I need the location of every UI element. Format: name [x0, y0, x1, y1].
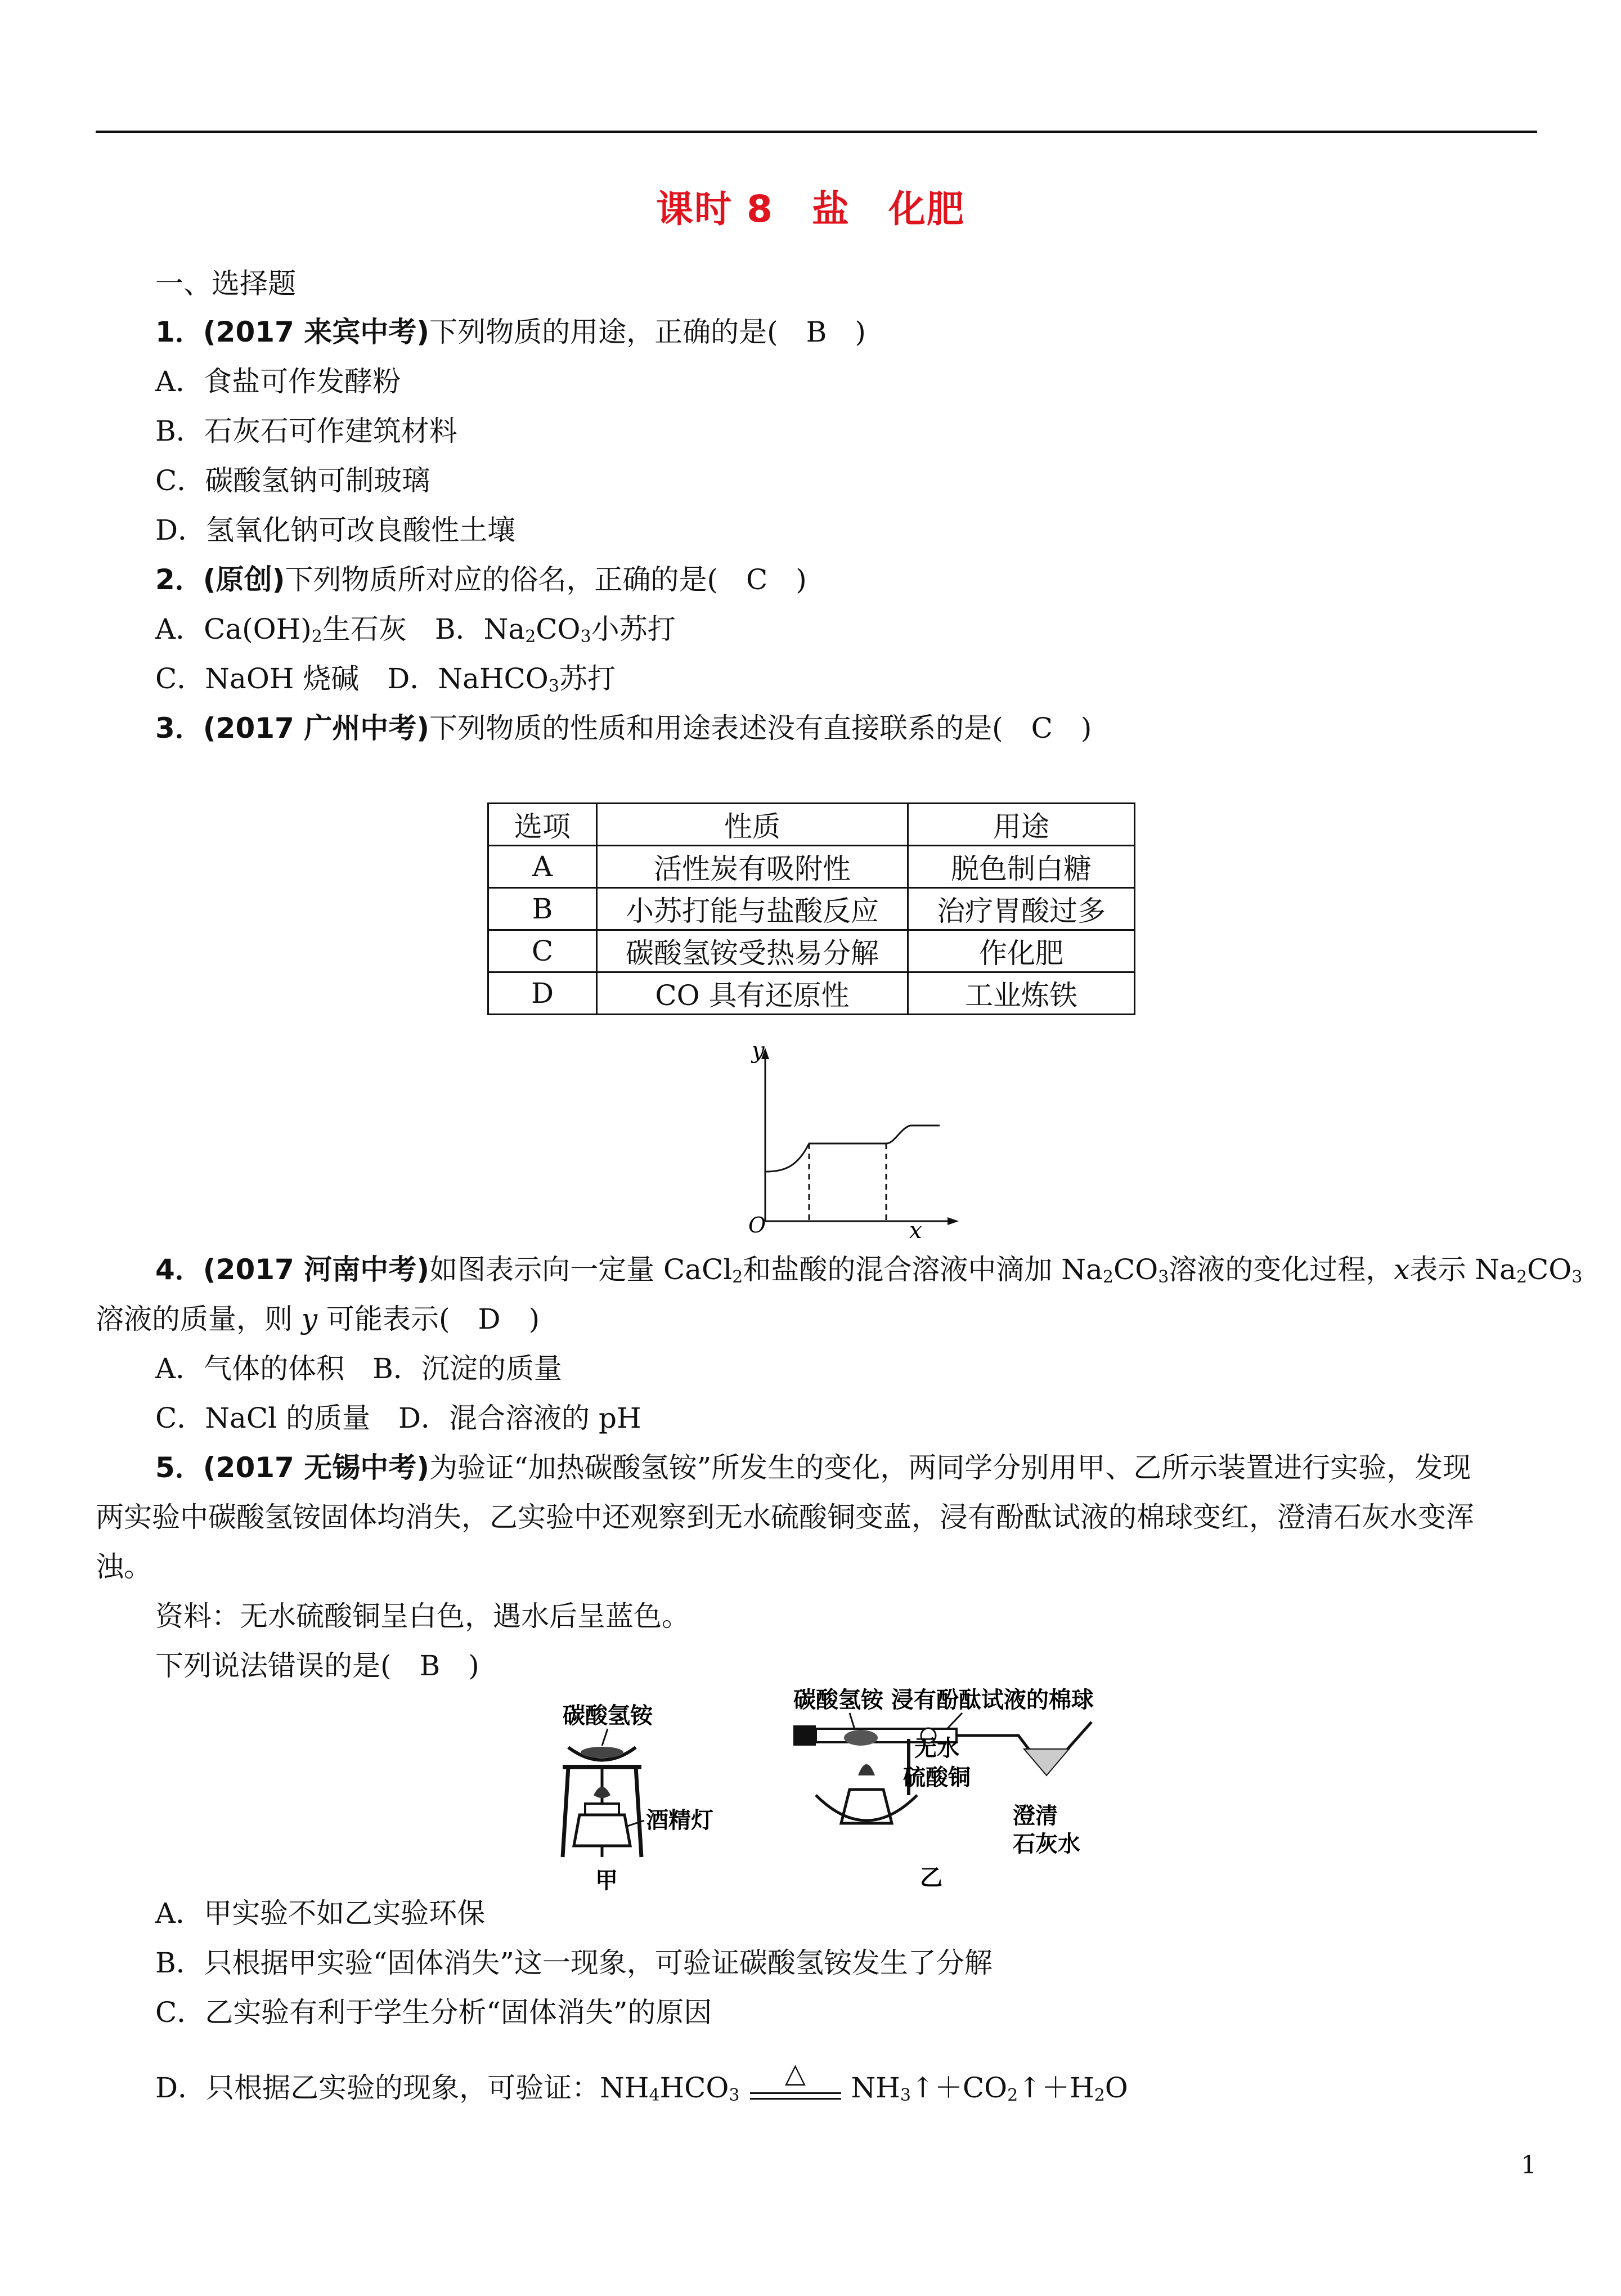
yi-label-top: 碳酸氢铵 浸有酚酞试液的棉球 — [793, 1687, 1094, 1713]
table-row — [488, 846, 1135, 888]
q2-options-cd: C．NaOH 烧碱 D．NaHCO$_3$苏打 — [155, 662, 616, 696]
flame-icon — [594, 1787, 610, 1798]
q5-option-a: A．甲实验不如乙实验环保 — [155, 1897, 486, 1930]
flame-icon-yi — [858, 1764, 875, 1775]
q4-options-ab: A．气体的体积 B．沉淀的质量 — [155, 1352, 562, 1385]
table-cell: D — [488, 972, 597, 1015]
stopper — [793, 1725, 816, 1746]
q2-options-ab: A．$Ca(OH)_2$生石灰 B．$Na_2CO_3$小苏打 — [155, 613, 676, 647]
tripod-leg-2 — [636, 1767, 641, 1857]
x-axis-arrow — [948, 1217, 959, 1225]
property-table — [487, 802, 1135, 1015]
q1-option-a: A．食盐可作发酵粉 — [155, 365, 401, 398]
question-3-stem: 3．(2017 广州中考)下列物质的性质和用途表述没有直接联系的是( C ) — [155, 712, 1092, 745]
reaction-condition: △ — [748, 2079, 843, 2113]
table-header-cell: 选项 — [488, 804, 597, 846]
yi-label-lime-2: 石灰水 — [1013, 1831, 1080, 1857]
q5-option-b: B．只根据甲实验“固体消失”这一现象，可验证碳酸氢铵发生了分解 — [155, 1947, 993, 1979]
jia-label-top: 碳酸氢铵 — [563, 1703, 653, 1729]
jia-caption: 甲 — [595, 1868, 618, 1894]
yi-label-cuso4-1: 无水 — [914, 1736, 959, 1761]
alcohol-lamp — [574, 1815, 630, 1846]
top-rule — [96, 131, 1537, 133]
jia-label-lamp: 酒精灯 — [646, 1808, 713, 1833]
v-tube — [957, 1722, 1092, 1773]
question-5-line-3: 浊。 — [96, 1550, 152, 1583]
lamp-neck — [585, 1804, 619, 1815]
section-heading: 一、选择题 — [155, 267, 296, 300]
table-header-row — [488, 804, 1135, 846]
table-cell: B — [488, 888, 597, 930]
q4-graph — [731, 1041, 968, 1244]
question-4-line-2: 溶液的质量，则 y 可能表示( D ) — [96, 1303, 540, 1335]
table-cell: 活性炭有吸附性 — [597, 846, 908, 888]
sample — [581, 1747, 623, 1758]
question-5-line-1: 5．(2017 无锡中考)为验证“加热碳酸氢铵”所发生的变化，两同学分别用甲、乙所示装置进行实验，发现 — [155, 1451, 1471, 1484]
q5-ask: 下列说法错误的是( B ) — [155, 1649, 479, 1682]
origin-label: O — [748, 1213, 766, 1237]
yi-label-lime-1: 澄清 — [1013, 1803, 1058, 1829]
table-cell: 碳酸氢铵受热易分解 — [597, 930, 908, 972]
table-row — [488, 972, 1135, 1015]
question-5-line-2: 两实验中碳酸氢铵固体均消失，乙实验中还观察到无水硫酸铜变蓝，浸有酚酞试液的棉球变红，澄清石灰水变浑 — [96, 1501, 1474, 1533]
table-header-cell: 用途 — [908, 804, 1135, 846]
yi-label-cuso4-2: 硫酸铜 — [903, 1765, 971, 1791]
question-4-line-1: 4．(2017 河南中考)如图表示向一定量 CaCl$_2$和盐酸的混合溶液中滴加 $Na_2CO_3$溶液的变化过程，x表示 $Na_2CO_3$ — [155, 1253, 1583, 1287]
y-axis-label: y — [752, 1041, 765, 1064]
question-1-stem: 1．(2017 来宾中考)下列物质的用途，正确的是( B ) — [155, 316, 866, 348]
lamp-pointer — [627, 1820, 644, 1826]
table-cell: 治疗胃酸过多 — [908, 888, 1135, 930]
q1-option-c: C．碳酸氢钠可制玻璃 — [155, 464, 430, 497]
yi-sample — [844, 1730, 878, 1746]
lime-water — [1024, 1749, 1069, 1775]
page-title: 课时 8 盐 化肥 — [656, 187, 965, 231]
table-cell: C — [488, 930, 597, 972]
apparatus-jia — [540, 1694, 743, 1896]
q5-info: 资料：无水硫酸铜呈白色，遇水后呈蓝色。 — [155, 1600, 690, 1633]
q5-option-c: C．乙实验有利于学生分析“固体消失”的原因 — [155, 1996, 712, 2029]
table-cell: 作化肥 — [908, 930, 1135, 972]
page-number: 1 — [1521, 2151, 1537, 2180]
q1-option-b: B．石灰石可作建筑材料 — [155, 415, 457, 447]
apparatus-yi — [776, 1683, 1159, 1902]
yi-caption: 乙 — [920, 1865, 942, 1891]
question-2-stem: 2．(原创)下列物质所对应的俗名，正确的是( C ) — [155, 563, 807, 596]
q4-options-cd: C．NaCl 的质量 D．混合溶液的 pH — [155, 1402, 641, 1434]
jia-pointer — [602, 1729, 608, 1746]
table-cell: 小苏打能与盐酸反应 — [597, 888, 908, 930]
table-row — [488, 888, 1135, 930]
table-cell: 工业炼铁 — [908, 972, 1135, 1015]
q1-option-d: D．氢氧化钠可改良酸性土壤 — [155, 514, 516, 546]
x-axis-label: x — [909, 1218, 922, 1244]
table-cell: A — [488, 846, 597, 888]
graph-curve — [766, 1125, 940, 1172]
table-cell: CO 具有还原性 — [597, 972, 908, 1015]
tripod-leg-1 — [563, 1767, 568, 1857]
table-row — [488, 930, 1135, 972]
table-header-cell: 性质 — [597, 804, 908, 846]
q5-option-d: D．只根据乙实验的现象，可验证：$NH_4HCO_3$ △ $NH_3↑+CO_2↑+H_2O$ — [155, 2071, 1128, 2113]
table-cell: 脱色制白糖 — [908, 846, 1135, 888]
